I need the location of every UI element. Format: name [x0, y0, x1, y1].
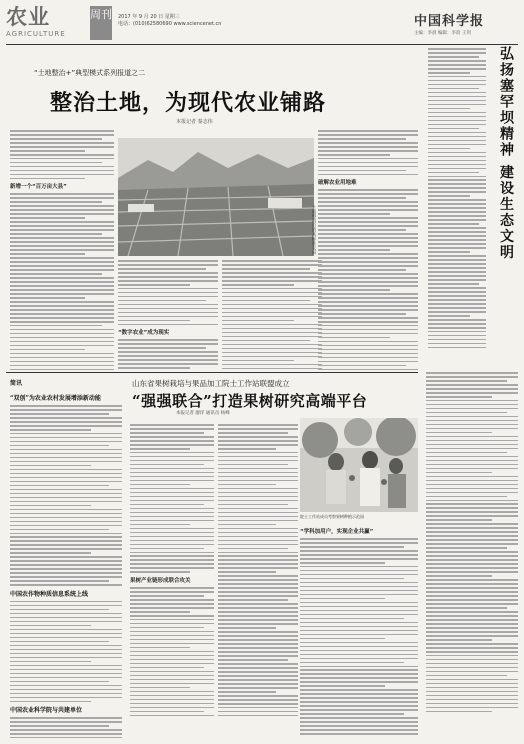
article1-subhead-2: “数字农业”成为现实 [118, 330, 170, 337]
series-label: “土地整治+”典型模式系列报道之二 [34, 69, 146, 77]
brief-tag: 简讯 [10, 380, 23, 387]
brief-item-3: 中国农业科学院与共建单位 [10, 707, 83, 715]
issue-meta [118, 14, 221, 28]
headline-main: 整治土地，为现代农业铺路 [50, 90, 327, 116]
brief-column [10, 390, 122, 738]
article2-subhead-1: 果树产业链形成联合攻关 [130, 578, 191, 585]
fruit-orchard-photo [300, 418, 418, 512]
brief-item-2: 中国农作物种质信息系统上线 [10, 590, 89, 598]
commentary-headline: 弘扬塞罕坝精神 建设生态文明 [498, 46, 514, 261]
article1-column-1 [10, 130, 114, 370]
masthead-logo: 中国科学报 [414, 14, 485, 29]
editor-line: 主编：李晨 编辑：李晨 王剑 [414, 31, 471, 36]
farmland-photo-caption: 土地整治后的高标准农田 [311, 205, 316, 255]
article1-subhead-1: 新增一个“百万亩大县” [10, 184, 67, 191]
issue-date: 2017 年 9 月 20 日 星期三 [118, 14, 180, 20]
article1-column-2 [118, 260, 218, 370]
article2-column-1 [130, 424, 214, 738]
article1-subhead-3: 破解农业用地难 [318, 180, 357, 187]
article1-column-3 [222, 260, 322, 370]
farmland-photo [118, 138, 314, 256]
right-column-text-bottom [426, 372, 518, 738]
article2-column-2 [218, 424, 298, 738]
article1-column-4 [318, 130, 418, 370]
byline-main: 本报记者 秦志伟 [176, 119, 213, 125]
section-rule [6, 372, 418, 373]
article2-column-3 [300, 524, 418, 738]
right-column-text-top [428, 48, 486, 366]
header-rule [6, 44, 518, 45]
article2-subhead-2: “学科加用户，实现企业共赢” [300, 529, 374, 535]
headline-second: “强强联合”打造果树研究高端平台 [132, 392, 368, 410]
section-name: 农业 [6, 5, 50, 29]
article2-kicker: 山东省果树栽培与果品加工院士工作站联盟成立 [132, 379, 290, 388]
fruit-orchard-photo-caption: 院士工作站成员考察果树种植示范园 [300, 514, 364, 519]
section-name-en: AGRICULTURE [6, 30, 66, 38]
page-header [6, 6, 518, 42]
byline-second: 本报记者 廖洋 通讯员 杨峰 [176, 411, 230, 416]
issue-contact: 电话：(010)62580690 www.sciencenet.cn [118, 21, 222, 27]
weekly-badge: 周刊 [90, 6, 112, 40]
brief-item-1: “双创”为农业农村发展增添新动能 [10, 395, 101, 402]
